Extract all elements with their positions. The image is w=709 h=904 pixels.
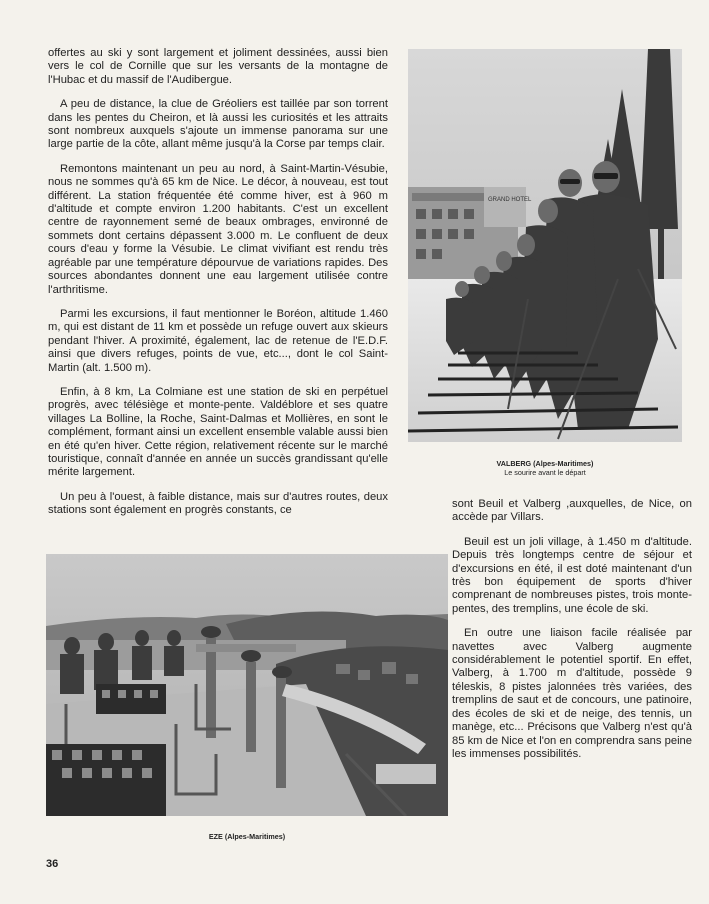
paragraph: Un peu à l'ouest, à faible distance, mais sur d'autres routes, deux stations sont également en progrès constants, ce [48,490,388,517]
main-text-column [48,47,388,529]
paragraph: Parmi les excursions, il faut mentionner le Boréon, altitude 1.460 m, qui est distant de 11 km et possède un refuge ouvert aux skieurs pendant l'hiver. A proximité, également, lac de retenue de l'E.D.F. ainsi que divers refuges, points de vue, etc..., dont le col Saint-Martin (alt. 1.500 m). [48,307,388,374]
caption-line: VALBERG (Alpes-Maritimes) [496,459,594,468]
paragraph: Enfin, à 8 km, La Colmiane est une station de ski en perpétuel progrès, avec télésiège et monte-pente. Valdéblore et ses quatre villages La Bolline, la Roche, Saint-Dalmas et Mollières, en sont le complément, formant ainsi un excellent ensemble valable aussi bien en été qu'en hiver. Cette région, relativement récente sur le marché touristique, connaît d'année en année un succès grandissant qu'elle mérite largement. [48,385,388,479]
hotel-sign: GRAND HOTEL [488,197,532,203]
paragraph: Remontons maintenant un peu au nord, à Saint-Martin-Vésubie, nous ne sommes qu'à 65 km de Nice. Le décor, à nouveau, est tout différent. La station fréquentée été comme hiver, est à 960 m d'altitude et compte environ 1.200 habitants. C'est un excellent centre de rayonnement semé de beaux ombrages, environné de sommets dont certains dépassent 3.000 m. Le confluent de deux cours d'eau y forme la Vésubie. Le climat vivifiant est rendu très agréable par une température dépourvue de variations rapides. Des sources abondantes donnent une eau largement utilisée contre l'arthritisme. [48,162,388,296]
eze-photo-illustration [46,554,448,816]
skiers-photo [408,49,682,442]
paragraph: En outre une liaison facile réalisée par navettes avec Valberg augmente considérablement le potentiel sportif. En effet, Valberg, à 1.700 m d'altitude, possède 9 téleskis, 8 pistes jalonnées très variées, des tremplins de saut et de concours, une patinoire, des écoles de ski et de neige, des tennis, un manège, etc... Précisons que Valberg n'est qu'à 85 km de Nice et l'on en comprendra sans peine les immenses possibilités. [452,627,692,760]
skiers-photo-illustration [408,49,682,442]
skiers-photo-caption [408,459,682,477]
paragraph: Beuil est un joli village, à 1.450 m d'altitude. Depuis très longtemps centre de séjour et d'excursions en été, il est doté maintenant d'un très bon équipement de sports d'hiver comprenant de nombreuses pistes, trois monte-pentes, des tremplins, une école de ski. [452,535,692,615]
right-text-column [452,498,692,772]
paragraph: offertes au ski y sont largement et joliment dessinées, aussi bien vers le col de Cornille que sur les versants de la montagne de l'Hubac et du massif de l'Audibergue. [48,47,388,86]
eze-photo-caption: EZE (Alpes-Maritimes) [208,832,286,841]
paragraph: A peu de distance, la clue de Gréoliers est taillée par son torrent dans les pentes du Cheiron, et là aussi les curiosités et les attraits sont nombreux auxquels s'ajoute un immense panorama sur une large partie de la côte, allant même jusqu'à la Corse par temps clair. [48,98,388,151]
eze-terrace-photo [46,554,448,816]
caption-line: Le sourire avant le départ [504,468,586,477]
page-number: 36 [46,858,59,870]
paragraph: sont Beuil et Valberg ,auxquelles, de Nice, on accède par Villars. [452,498,692,524]
